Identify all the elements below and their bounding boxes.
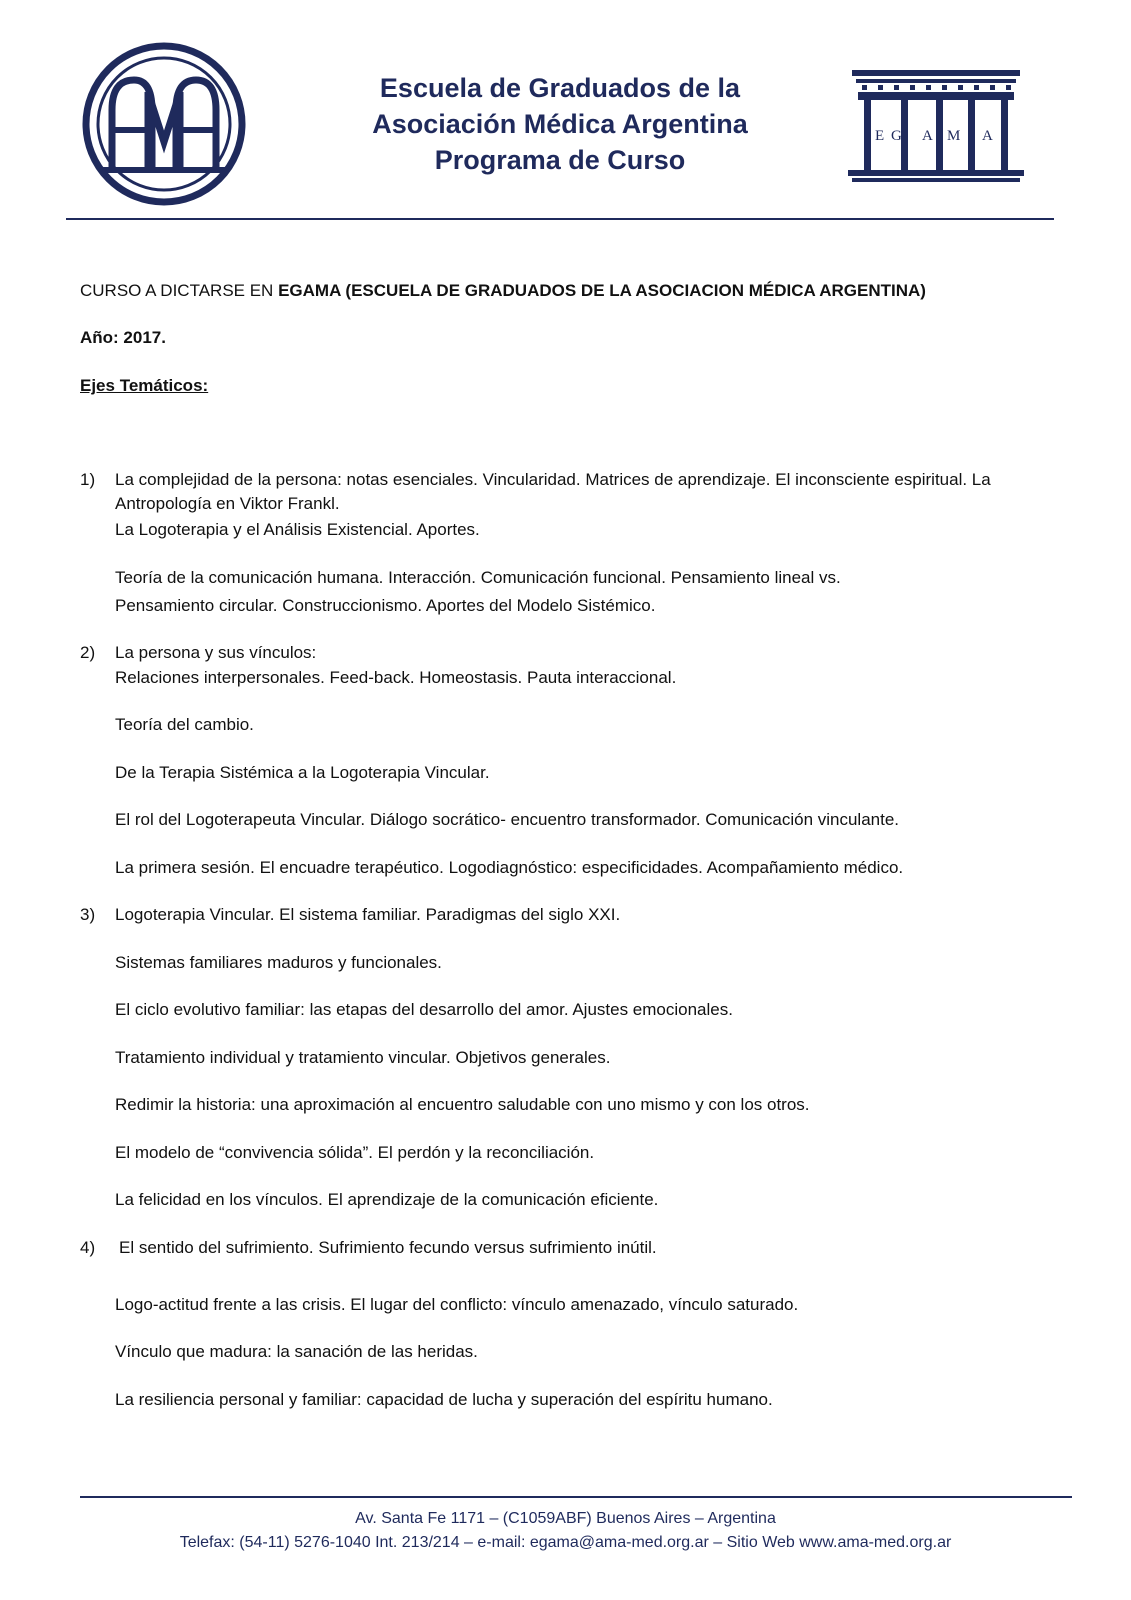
section-3-line: El modelo de “convivencia sólida”. El perdón y la reconciliación.: [115, 1143, 595, 1162]
section-2-line: Teoría del cambio.: [115, 715, 254, 734]
section-4-line: La resiliencia personal y familiar: capacidad de lucha y superación del espíritu humano.: [115, 1390, 773, 1409]
section-2-number: 2): [80, 643, 96, 662]
egama-letter-g: G: [891, 128, 902, 144]
header-title-line-1: Escuela de Graduados de la: [379, 73, 741, 103]
footer-divider: [80, 1496, 1072, 1498]
egama-letter-a1: A: [922, 128, 933, 144]
section-3-line: Logoterapia Vincular. El sistema familiar. Paradigmas del siglo XXI.: [115, 905, 621, 924]
section-1-line: Pensamiento circular. Construccionismo. Aportes del Modelo Sistémico.: [115, 596, 656, 615]
section-4-number: 4): [80, 1238, 96, 1257]
section-2-line: El rol del Logoterapeuta Vincular. Diálogo socrático- encuentro transformador. Comunicación vinculante.: [115, 810, 900, 829]
section-2-line: De la Terapia Sistémica a la Logoterapia Vincular.: [115, 763, 490, 782]
section-3-line: El ciclo evolutivo familiar: las etapas del desarrollo del amor. Ajustes emocionales.: [115, 1000, 733, 1019]
egama-letter-a2: A: [982, 128, 993, 144]
section-1-line: Teoría de la comunicación humana. Interacción. Comunicación funcional. Pensamiento lineal vs.: [115, 568, 841, 587]
course-location-institution: EGAMA (ESCUELA DE GRADUADOS DE LA ASOCIACION MÉDICA ARGENTINA): [278, 281, 926, 300]
egama-letter-m: M: [947, 128, 961, 144]
section-2-line: Relaciones interpersonales. Feed-back. Homeostasis. Pauta interaccional.: [115, 668, 677, 687]
section-3-line: La felicidad en los vínculos. El aprendizaje de la comunicación eficiente.: [115, 1190, 659, 1209]
header-title-line-2: Asociación Médica Argentina: [372, 109, 748, 139]
section-4-line: Vínculo que madura: la sanación de las heridas.: [115, 1342, 478, 1361]
section-1-number: 1): [80, 470, 96, 489]
course-location-prefix: CURSO A DICTARSE EN: [80, 281, 279, 300]
section-3-line: Redimir la historia: una aproximación al encuentro saludable con uno mismo y con los otros.: [115, 1095, 810, 1114]
footer-contact: Telefax: (54-11) 5276-1040 Int. 213/214 – e-mail: egama@ama-med.org.ar – Sitio Web www.ama-med.org.ar: [179, 1534, 952, 1551]
section-3-line: Sistemas familiares maduros y funcionales.: [115, 953, 442, 972]
section-1-line: La Logoterapia y el Análisis Existencial. Aportes.: [115, 520, 480, 539]
section-2-line: La primera sesión. El encuadre terapéutico. Logodiagnóstico: especificidades. Acompañamiento médico.: [115, 858, 904, 877]
section-2-line: La persona y sus vínculos:: [115, 643, 317, 662]
footer-address: Av. Santa Fe 1171 – (C1059ABF) Buenos Aires – Argentina: [355, 1510, 776, 1527]
egama-logo: [848, 70, 1024, 184]
section-3-line: Tratamiento individual y tratamiento vincular. Objetivos generales.: [115, 1048, 611, 1067]
header-title-line-3: Programa de Curso: [434, 145, 686, 175]
course-location-line: [80, 279, 926, 303]
section-3-number: 3): [80, 905, 96, 924]
course-year: Año: 2017.: [80, 328, 166, 347]
section-4-line: Logo-actitud frente a las crisis. El lugar del conflicto: vínculo amenazado, vínculo saturado.: [115, 1295, 799, 1314]
ama-logo: [82, 42, 246, 206]
header-divider: [66, 218, 1054, 220]
header-title: [320, 70, 800, 178]
section-4-line: El sentido del sufrimiento. Sufrimiento fecundo versus sufrimiento inútil.: [119, 1238, 657, 1257]
egama-letter-e: E: [875, 128, 885, 144]
ejes-heading: Ejes Temáticos:: [80, 376, 209, 395]
section-1-line: La complejidad de la persona: notas esenciales. Vincularidad. Matrices de aprendizaje. El inconsciente espiritual. La Antropología en Viktor Frankl.: [115, 470, 991, 513]
